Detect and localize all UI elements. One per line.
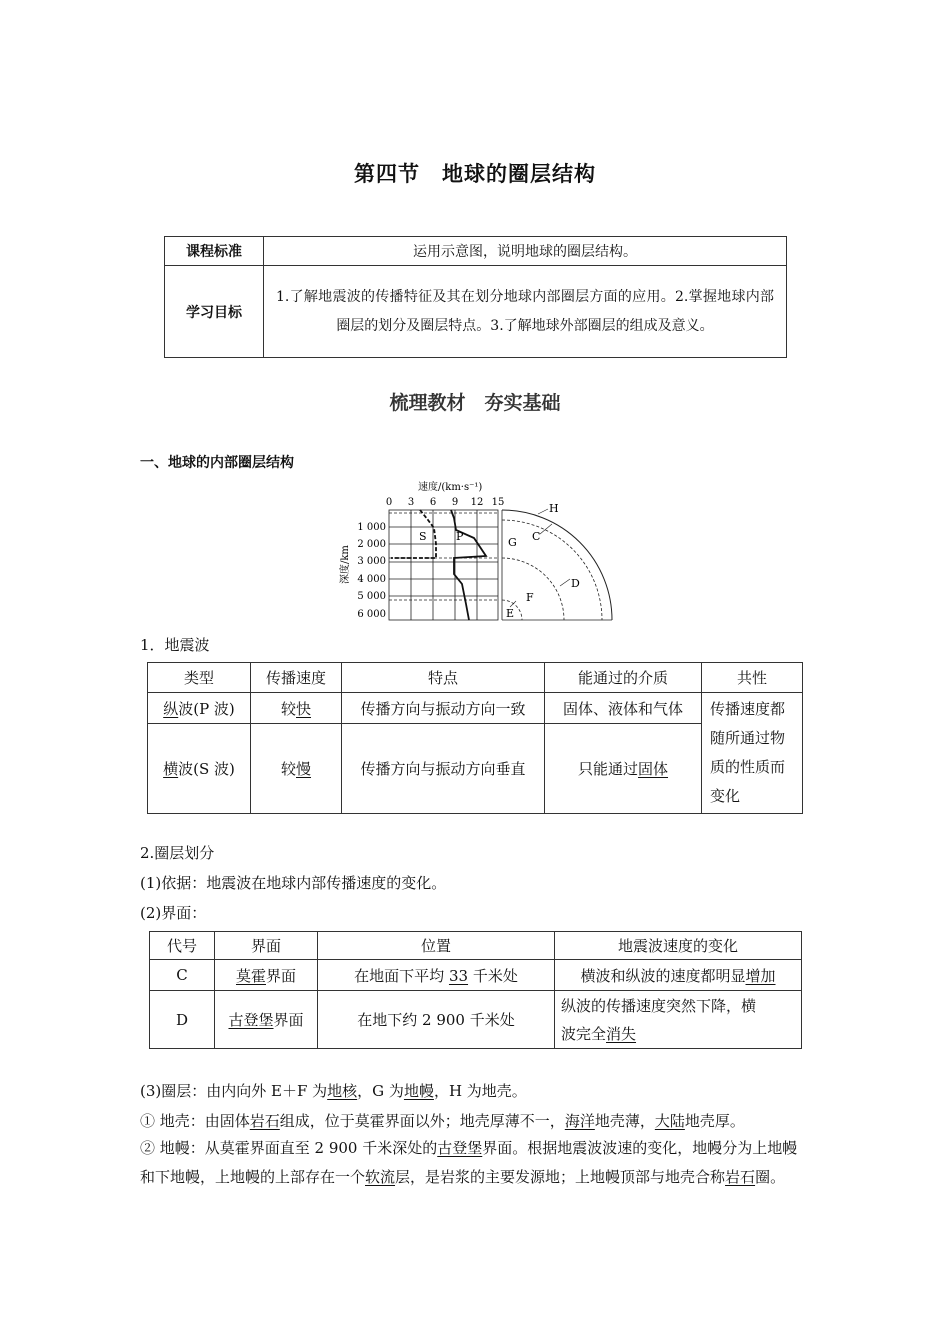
mantle-description: ② 地幔：从莫霍界面直至 2 900 千米深处的古登堡界面。根据地震波波速的变化，地幔分为上地幔和下地幔，上地幔的上部存在一个软流层，是岩浆的主要发源地；上地幔顶部与地壳合称岩石圈。	[140, 1139, 798, 1186]
layer-label-d: D	[571, 577, 580, 590]
header-position: 位置	[318, 932, 555, 960]
crust-description: ① 地壳：由固体岩石组成，位于莫霍界面以外；地壳厚薄不一，海洋地壳薄，大陆地壳厚。	[140, 1112, 745, 1130]
section-heading: 梳理教材 夯实基础	[389, 392, 561, 414]
row-c-name: 莫霍界面	[215, 960, 318, 991]
x-tick: 6	[429, 497, 437, 508]
y-tick: 6 000	[357, 609, 386, 620]
s-wave-type: 横波(S 波)	[148, 724, 251, 814]
x-tick: 15	[491, 497, 505, 508]
s-wave-feature: 传播方向与振动方向垂直	[342, 724, 545, 814]
interface-table	[149, 931, 802, 1049]
header-code: 代号	[150, 932, 215, 960]
p-wave-medium: 固体、液体和气体	[545, 693, 702, 724]
s-wave-speed: 较慢	[251, 724, 342, 814]
layer-label-e: E	[506, 607, 515, 620]
header-feature: 特点	[342, 663, 545, 693]
interface-label: (2)界面：	[140, 904, 207, 922]
header-speed: 传播速度	[251, 663, 342, 693]
s-wave-medium: 只能通过固体	[545, 724, 702, 814]
layers-summary: (3)圈层：由内向外 E＋F 为地核，G 为地幔，H 为地壳。	[140, 1082, 527, 1100]
part1-heading: 一、地球的内部圈层结构	[140, 455, 294, 471]
layer-label-c: C	[532, 530, 541, 543]
row-d-position: 在地下约 2 900 千米处	[318, 991, 555, 1049]
row-d-code: D	[150, 991, 215, 1049]
row-d-name: 古登堡界面	[215, 991, 318, 1049]
y-tick: 1 000	[357, 522, 386, 533]
s-wave-label: S	[419, 530, 427, 543]
row-d-change: 纵波的传播速度突然下降，横 波完全消失	[555, 991, 802, 1049]
division-basis: (1)依据：地震波在地球内部传播速度的变化。	[140, 874, 447, 892]
earth-interior-figure	[330, 474, 625, 624]
header-interface: 界面	[215, 932, 318, 960]
layer-label-h: H	[549, 502, 559, 515]
table-row	[150, 991, 802, 1049]
x-tick: 3	[407, 497, 415, 508]
table-row	[148, 693, 803, 724]
row-c-change: 横波和纵波的速度都明显增加	[555, 960, 802, 991]
seismic-table	[147, 662, 803, 814]
standards-table	[164, 236, 787, 358]
row-c-position: 在地面下平均 33 千米处	[318, 960, 555, 991]
y-tick: 5 000	[357, 591, 386, 602]
p-wave-label: P	[456, 530, 464, 543]
p-wave-speed: 较快	[251, 693, 342, 724]
x-tick: 12	[470, 497, 484, 508]
division-heading: 2.圈层划分	[140, 844, 215, 862]
figure-axis-title: 速度/(km·s⁻¹)	[418, 482, 483, 493]
goal-text: 1.了解地震波的传播特征及其在划分地球内部圈层方面的应用。2.掌握地球内部圈层的划分及圈层特点。3.了解地球外部圈层的组成及意义。	[264, 266, 787, 358]
header-type: 类型	[148, 663, 251, 693]
x-tick: 0	[385, 497, 393, 508]
y-tick: 3 000	[357, 556, 386, 567]
layer-label-f: F	[526, 591, 534, 604]
curriculum-text: 运用示意图，说明地球的圈层结构。	[264, 237, 787, 266]
y-tick: 4 000	[357, 574, 386, 585]
page-title: 第四节 地球的圈层结构	[354, 161, 596, 186]
goal-label: 学习目标	[165, 266, 264, 358]
header-change: 地震波速度的变化	[555, 932, 802, 960]
curriculum-label: 课程标准	[165, 237, 264, 266]
x-tick: 9	[451, 497, 459, 508]
p-wave-type: 纵波(P 波)	[148, 693, 251, 724]
common-property: 传播速度都 随所通过物 质的性质而 变化	[702, 693, 803, 814]
p-wave-feature: 传播方向与振动方向一致	[342, 693, 545, 724]
table-row	[150, 960, 802, 991]
y-tick: 2 000	[357, 539, 386, 550]
seismic-heading: 1．地震波	[140, 636, 210, 654]
y-axis-title: 深度/km	[340, 545, 351, 584]
header-common: 共性	[702, 663, 803, 693]
layer-label-g: G	[508, 536, 517, 549]
header-medium: 能通过的介质	[545, 663, 702, 693]
row-c-code: C	[150, 960, 215, 991]
